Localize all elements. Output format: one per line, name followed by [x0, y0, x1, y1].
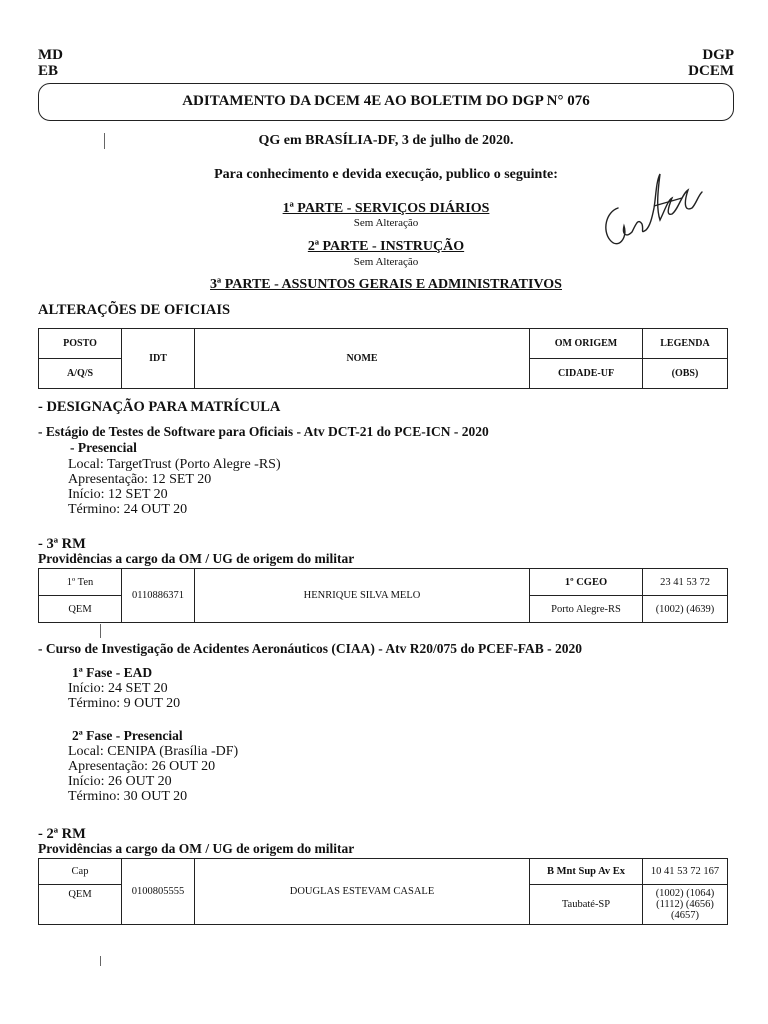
c2-obs	[643, 885, 728, 925]
course1-mode: - Presencial	[70, 440, 137, 455]
legend-nome: NOME	[195, 329, 530, 389]
course1-local: Local: TargetTrust (Porto Alegre -RS)	[68, 457, 281, 472]
course2-officer-table	[38, 858, 728, 925]
c1-aqs: QEM	[39, 596, 122, 623]
course2-phase1-inicio: Início: 24 SET 20	[68, 681, 168, 696]
scan-mark	[100, 624, 101, 638]
course1-inicio: Início: 12 SET 20	[68, 487, 168, 502]
c2-idt: 0100805555	[122, 859, 195, 925]
part-1-title: 1ª PARTE - SERVIÇOS DIÁRIOS	[282, 201, 490, 216]
course2-phase2-apresentacao: Apresentação: 26 OUT 20	[68, 759, 216, 774]
course2-phase2-inicio: Início: 26 OUT 20	[68, 774, 172, 789]
part-2-title: 2ª PARTE - INSTRUÇÃO	[307, 239, 465, 254]
course2-phase1-details	[68, 681, 180, 711]
c1-cidade: Porto Alegre-RS	[530, 596, 643, 623]
officers-heading: ALTERAÇÕES DE OFICIAIS	[38, 302, 231, 318]
course2-phase2-local: Local: CENIPA (Brasília -DF)	[68, 744, 239, 759]
c1-legenda: 23 41 53 72	[643, 569, 728, 596]
part-2-note: Sem Alteração	[353, 256, 419, 268]
c2-obs-line2: (1112) (4656)	[656, 899, 714, 910]
c2-om: B Mnt Sup Av Ex	[530, 859, 643, 885]
course2-providence: Providências a cargo da OM / UG de origem do militar	[38, 841, 355, 856]
header-right	[688, 47, 734, 79]
course2-phase1-termino: Término: 9 OUT 20	[68, 696, 181, 711]
course1-region: - 3ª RM	[38, 536, 86, 552]
c2-nome: DOUGLAS ESTEVAM CASALE	[195, 859, 530, 925]
header-right-line2: DCEM	[688, 63, 734, 79]
document-title: ADITAMENTO DA DCEM 4E AO BOLETIM DO DGP N° 076	[182, 93, 590, 109]
c1-om: 1º CGEO	[530, 569, 643, 596]
part-3-title: 3ª PARTE - ASSUNTOS GERAIS E ADMINISTRATIVOS	[210, 277, 562, 292]
course1-details	[68, 457, 281, 517]
c1-idt: 0110886371	[122, 569, 195, 623]
header-left-line1: MD	[38, 47, 63, 63]
course2-phase2-termino: Término: 30 OUT 20	[68, 789, 188, 804]
header-left-line2: EB	[38, 63, 59, 79]
course2-phase2-title: 2ª Fase - Presencial	[72, 728, 183, 743]
designation-heading: - DESIGNAÇÃO PARA MATRÍCULA	[38, 399, 281, 415]
course2-phase1-title: 1ª Fase - EAD	[72, 665, 153, 680]
course2-phase2-details	[68, 744, 238, 804]
c1-posto: 1º Ten	[39, 569, 122, 596]
legend-cidade-uf: CIDADE-UF	[530, 359, 643, 389]
part-1-note: Sem Alteração	[353, 217, 419, 229]
c2-obs-line1: (1002) (1064)	[655, 888, 715, 899]
title-box	[38, 83, 734, 121]
place-date: QG em BRASÍLIA-DF, 3 de julho de 2020.	[258, 133, 514, 148]
course1-officer-table	[38, 568, 728, 623]
c2-aqs: QEM	[39, 885, 122, 925]
c1-nome: HENRIQUE SILVA MELO	[195, 569, 530, 623]
legend-om-origem: OM ORIGEM	[530, 329, 643, 359]
legend-posto: POSTO	[39, 329, 122, 359]
header-left	[38, 47, 63, 79]
course1-providence: Providências a cargo da OM / UG de origem do militar	[38, 551, 355, 566]
legend-idt: IDT	[122, 329, 195, 389]
course1-termino: Término: 24 OUT 20	[68, 502, 188, 517]
c2-obs-line3: (4657)	[671, 910, 699, 921]
c1-obs: (1002) (4639)	[643, 596, 728, 623]
course1-title: - Estágio de Testes de Software para Oficiais - Atv DCT-21 do PCE-ICN - 2020	[38, 424, 489, 439]
c2-posto: Cap	[39, 859, 122, 885]
legend-obs: (OBS)	[643, 359, 728, 389]
course1-apresentacao: Apresentação: 12 SET 20	[68, 472, 212, 487]
c2-legenda: 10 41 53 72 167	[643, 859, 728, 885]
header-right-line1: DGP	[702, 47, 734, 63]
c2-cidade: Taubaté-SP	[530, 885, 643, 925]
legend-legenda: LEGENDA	[643, 329, 728, 359]
handwritten-signature	[598, 168, 708, 254]
scan-mark	[100, 956, 101, 966]
course2-region: - 2ª RM	[38, 826, 86, 842]
legend-table	[38, 328, 728, 389]
legend-aqs: A/Q/S	[39, 359, 122, 389]
course2-title: - Curso de Investigação de Acidentes Aeronáuticos (CIAA) - Atv R20/075 do PCEF-FAB - 2020	[38, 641, 582, 656]
publish-note: Para conhecimento e devida execução, publico o seguinte:	[214, 167, 558, 182]
